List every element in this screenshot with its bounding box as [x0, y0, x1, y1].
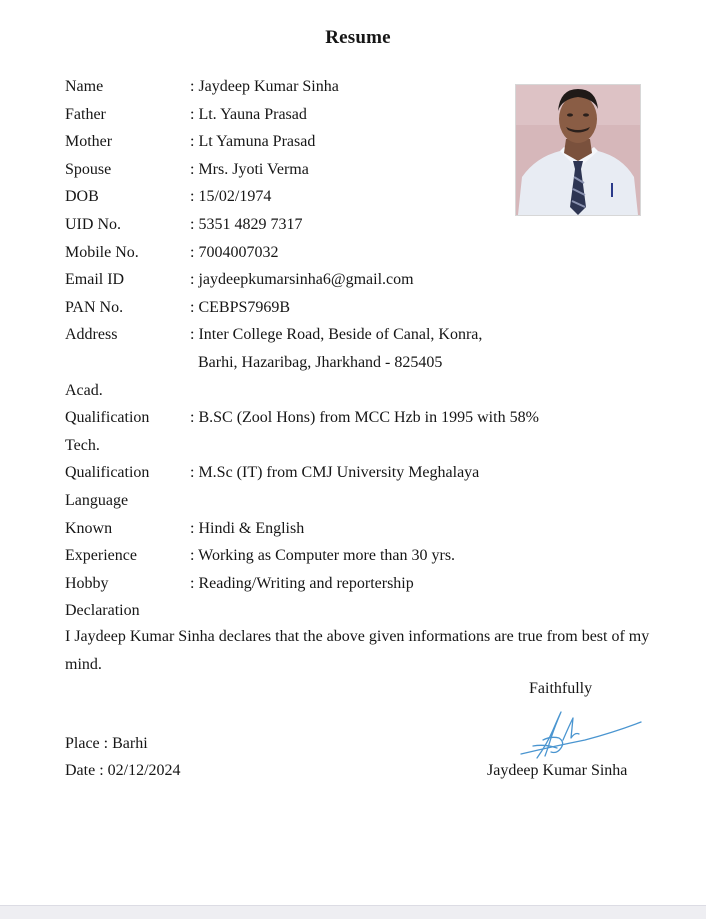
place-text: Place : Barhi [65, 735, 148, 752]
field-label: Spouse [65, 160, 112, 178]
closing-faithfully: Faithfully [529, 680, 593, 697]
field-label: Father [65, 105, 106, 123]
field-row-experience [65, 542, 665, 570]
field-label: Mobile No. [65, 243, 139, 261]
field-label [65, 432, 190, 487]
field-value: : Working as Computer more than 30 yrs. [190, 547, 456, 565]
field-row-mobile [65, 239, 665, 267]
field-label-line: Qualification [65, 464, 150, 482]
field-value: : 5351 4829 7317 [190, 215, 303, 233]
field-row-tech-qualification [65, 432, 665, 487]
address-value [190, 321, 665, 376]
field-label: Mother [65, 133, 113, 151]
field-label: DOB [65, 188, 99, 206]
field-label-line: Acad. [65, 381, 103, 399]
declaration-heading: Declaration [65, 602, 140, 620]
field-value [190, 487, 665, 542]
address-line-2: Barhi, Hazaribag, Jharkhand - 825405 [198, 353, 443, 371]
field-value: : Jaydeep Kumar Sinha [190, 78, 339, 95]
field-label-line: Qualification [65, 409, 150, 427]
field-label-line: Known [65, 519, 113, 537]
language-value: : Hindi & English [190, 519, 305, 537]
declaration-heading-row [65, 597, 665, 625]
field-row-email [65, 266, 665, 294]
field-label: PAN No. [65, 298, 124, 316]
field-row-address [65, 321, 665, 376]
field-value: : jaydeepkumarsinha6@gmail.com [190, 271, 414, 289]
field-value: : Lt. Yauna Prasad [190, 105, 307, 123]
date-text: Date : 02/12/2024 [65, 762, 181, 779]
acad-qualification-value: : B.SC (Zool Hons) from MCC Hzb in 1995 with 58% [190, 409, 539, 427]
field-value: : 7004007032 [190, 243, 279, 261]
field-label: Hobby [65, 574, 109, 592]
field-label-line: Tech. [65, 436, 100, 454]
profile-photo-image [516, 85, 640, 215]
field-row-language [65, 487, 665, 542]
page-title: Resume [325, 27, 391, 48]
field-label: Experience [65, 547, 137, 565]
field-row-hobby [65, 570, 665, 598]
field-label: UID No. [65, 215, 121, 233]
field-value: : 15/02/1974 [190, 188, 272, 206]
field-value: : CEBPS7969B [190, 298, 291, 316]
profile-photo [515, 84, 641, 216]
field-value: : Mrs. Jyoti Verma [190, 160, 309, 178]
field-value: : Reading/Writing and reportership [190, 574, 414, 592]
field-value: : Lt Yamuna Prasad [190, 133, 316, 151]
field-value [190, 432, 665, 487]
field-label: Address [65, 326, 118, 344]
field-label [65, 377, 190, 432]
declaration-text: I Jaydeep Kumar Sinha declares that the above given informations are true from best of my mind. [65, 628, 650, 673]
tech-qualification-value: : M.Sc (IT) from CMJ University Meghalaya [190, 464, 480, 482]
field-label: Email ID [65, 271, 125, 289]
field-value [190, 377, 665, 432]
field-label-line: Language [65, 491, 129, 509]
address-line-1: : Inter College Road, Beside of Canal, Konra, [190, 326, 483, 344]
field-label: Name [65, 78, 104, 95]
field-row-acad-qualification [65, 377, 665, 432]
page-bottom-edge [0, 905, 706, 919]
signature-image [515, 704, 645, 766]
signer-name: Jaydeep Kumar Sinha [487, 762, 628, 779]
field-label [65, 487, 190, 542]
field-row-pan [65, 294, 665, 322]
